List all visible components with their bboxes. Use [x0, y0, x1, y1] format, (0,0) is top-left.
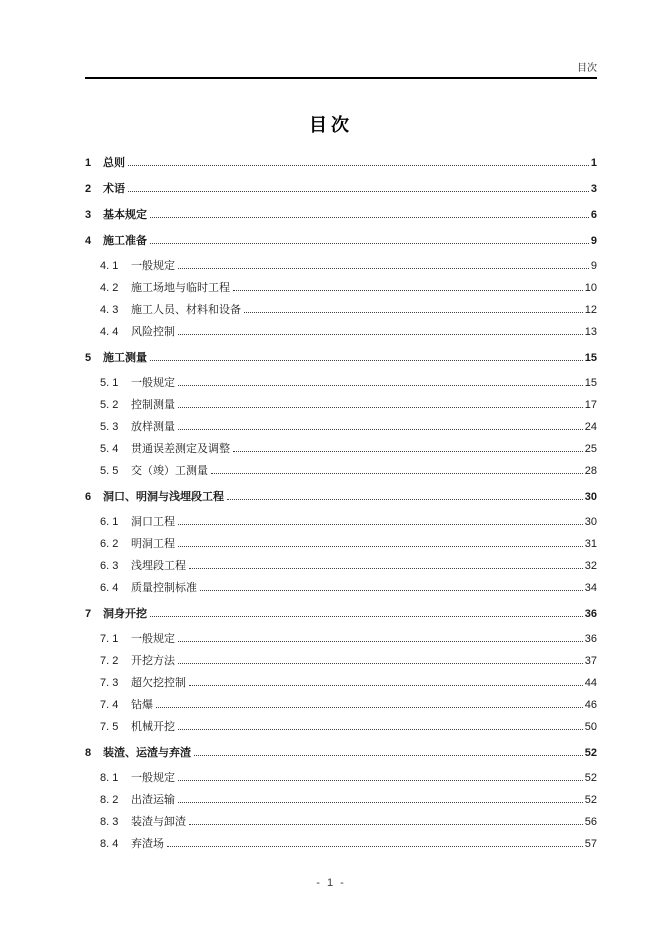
- toc-entry-page: 52: [584, 772, 597, 784]
- toc-entry-number: 6. 2: [100, 538, 119, 550]
- toc-entry: [85, 767, 597, 789]
- dot-leader: [178, 523, 583, 525]
- dot-leader: [178, 662, 583, 664]
- toc-entry-page: 24: [584, 421, 597, 433]
- toc-entry: [85, 650, 597, 672]
- toc-entry-title: 术语: [103, 183, 125, 195]
- toc-entry-page: 52: [584, 747, 597, 759]
- dot-leader: [211, 472, 583, 474]
- toc-entry-page: 9: [590, 260, 597, 272]
- toc-entry-number: 4: [85, 235, 92, 247]
- dot-leader: [178, 384, 583, 386]
- toc-entry-number: 7. 2: [100, 655, 119, 667]
- toc-entry: [85, 811, 597, 833]
- dot-leader: [244, 311, 583, 313]
- toc-entry: [85, 255, 597, 277]
- toc-entry-page: 37: [584, 655, 597, 667]
- dot-leader: [150, 359, 583, 361]
- toc-entry-page: 25: [584, 443, 597, 455]
- toc-entry-title: 钻爆: [131, 699, 153, 711]
- toc-entry-title: 一般规定: [131, 633, 175, 645]
- dot-leader: [189, 823, 583, 825]
- toc-entry-number: 6. 4: [100, 582, 119, 594]
- toc-entry-page: 6: [590, 209, 597, 221]
- dot-leader: [227, 498, 583, 500]
- toc-entry-title: 浅埋段工程: [131, 560, 186, 572]
- dot-leader: [178, 267, 589, 269]
- page-number-footer: - 1 -: [316, 877, 346, 889]
- toc-entry: [85, 460, 597, 482]
- toc-entry-title: 控制测量: [131, 399, 175, 411]
- toc-entry: [85, 372, 597, 394]
- toc-entry-title: 施工人员、材料和设备: [131, 304, 241, 316]
- dot-leader: [128, 190, 589, 192]
- toc-entry-title: 弃渣场: [131, 838, 164, 850]
- dot-leader: [150, 615, 583, 617]
- toc-entry-title: 出渣运输: [131, 794, 175, 806]
- toc-entry-title: 施工场地与临时工程: [131, 282, 230, 294]
- toc-entry: [85, 742, 597, 764]
- toc-entry-page: 57: [584, 838, 597, 850]
- toc-entry: [85, 321, 597, 343]
- toc-entry-number: 8. 2: [100, 794, 119, 806]
- toc-entry: [85, 204, 597, 226]
- dot-leader: [178, 728, 583, 730]
- toc-entry-number: 7. 3: [100, 677, 119, 689]
- toc-entry-page: 30: [584, 491, 597, 503]
- toc-entry-number: 4. 4: [100, 326, 119, 338]
- dot-leader: [178, 428, 583, 430]
- toc-entry-number: 5. 5: [100, 465, 119, 477]
- toc-entry-page: 15: [584, 352, 597, 364]
- toc-entry: [85, 603, 597, 625]
- toc-entry-page: 13: [584, 326, 597, 338]
- toc-entry-number: 8. 4: [100, 838, 119, 850]
- toc-entry-title: 放样测量: [131, 421, 175, 433]
- toc-entry: [85, 416, 597, 438]
- toc-entry-title: 施工测量: [103, 352, 147, 364]
- toc-entry-number: 5. 4: [100, 443, 119, 455]
- toc-entry: [85, 347, 597, 369]
- toc-entry: [85, 511, 597, 533]
- toc-entry-page: 46: [584, 699, 597, 711]
- toc-entry-page: 36: [584, 633, 597, 645]
- toc-entry-page: 56: [584, 816, 597, 828]
- toc-entry-title: 洞口工程: [131, 516, 175, 528]
- toc-entry: [85, 672, 597, 694]
- toc-entry-page: 36: [584, 608, 597, 620]
- dot-leader: [128, 164, 589, 166]
- toc-entry-number: 8. 3: [100, 816, 119, 828]
- toc-entry-title: 超欠挖控制: [131, 677, 186, 689]
- toc-entry: [85, 152, 597, 174]
- toc-entry-page: 15: [584, 377, 597, 389]
- dot-leader: [233, 450, 583, 452]
- toc-entry-page: 30: [584, 516, 597, 528]
- toc-entry-title: 洞口、明洞与浅埋段工程: [103, 491, 224, 503]
- running-header: [85, 62, 597, 79]
- toc-entry-title: 贯通误差测定及调整: [131, 443, 230, 455]
- running-header-title: 目次: [577, 63, 597, 74]
- dot-leader: [178, 640, 583, 642]
- toc-entry-page: 3: [590, 183, 597, 195]
- toc-entry-number: 5. 3: [100, 421, 119, 433]
- toc-entry: [85, 833, 597, 855]
- toc-entry: [85, 299, 597, 321]
- toc-entry: [85, 716, 597, 738]
- toc-entry-number: 8: [85, 747, 92, 759]
- toc-entry: [85, 178, 597, 200]
- toc-entry-page: 52: [584, 794, 597, 806]
- toc-entry-title: 一般规定: [131, 772, 175, 784]
- toc-entry-number: 5. 2: [100, 399, 119, 411]
- toc-entry: [85, 789, 597, 811]
- toc-entry-title: 质量控制标准: [131, 582, 197, 594]
- toc-entry-number: 5. 1: [100, 377, 119, 389]
- toc-entry-title: 装渣与卸渣: [131, 816, 186, 828]
- toc-entry-title: 装渣、运渣与弃渣: [103, 747, 191, 759]
- toc-entry: [85, 277, 597, 299]
- dot-leader: [150, 242, 589, 244]
- toc-entry-number: 7. 5: [100, 721, 119, 733]
- dot-leader: [156, 706, 583, 708]
- dot-leader: [150, 216, 589, 218]
- toc-entry-page: 28: [584, 465, 597, 477]
- toc-entry-title: 一般规定: [131, 260, 175, 272]
- toc-entry: [85, 394, 597, 416]
- toc-entry-page: 1: [590, 157, 597, 169]
- dot-leader: [194, 754, 583, 756]
- toc-entry-number: 8. 1: [100, 772, 119, 784]
- dot-leader: [178, 406, 583, 408]
- toc-entry: [85, 230, 597, 252]
- toc-entry-title: 开挖方法: [131, 655, 175, 667]
- toc-entry-title: 机械开挖: [131, 721, 175, 733]
- toc-entry: [85, 438, 597, 460]
- toc-entry-page: 31: [584, 538, 597, 550]
- toc-entry-number: 7. 4: [100, 699, 119, 711]
- toc-entry-number: 3: [85, 209, 92, 221]
- toc-entry-number: 1: [85, 157, 92, 169]
- toc-entry-page: 44: [584, 677, 597, 689]
- toc-entry-page: 34: [584, 582, 597, 594]
- toc-entry-number: 7. 1: [100, 633, 119, 645]
- dot-leader: [233, 289, 583, 291]
- dot-leader: [178, 333, 583, 335]
- dot-leader: [200, 589, 583, 591]
- dot-leader: [178, 545, 583, 547]
- toc-entry-title: 明洞工程: [131, 538, 175, 550]
- toc-entry-page: 9: [590, 235, 597, 247]
- toc-entry-number: 4. 3: [100, 304, 119, 316]
- toc-list: [85, 148, 597, 855]
- toc-entry-number: 4. 1: [100, 260, 119, 272]
- dot-leader: [167, 845, 583, 847]
- toc-entry-number: 5: [85, 352, 92, 364]
- toc-entry-number: 2: [85, 183, 92, 195]
- toc-entry-page: 10: [584, 282, 597, 294]
- dot-leader: [178, 779, 583, 781]
- toc-entry-number: 7: [85, 608, 92, 620]
- toc-entry-title: 一般规定: [131, 377, 175, 389]
- toc-entry: [85, 628, 597, 650]
- toc-entry: [85, 577, 597, 599]
- toc-entry-page: 50: [584, 721, 597, 733]
- toc-entry-page: 17: [584, 399, 597, 411]
- toc-entry: [85, 694, 597, 716]
- toc-entry-number: 6. 1: [100, 516, 119, 528]
- dot-leader: [178, 801, 583, 803]
- toc-entry-title: 施工准备: [103, 235, 147, 247]
- toc-entry: [85, 555, 597, 577]
- dot-leader: [189, 684, 583, 686]
- page-title: 目次: [309, 115, 353, 135]
- toc-entry-page: 12: [584, 304, 597, 316]
- toc-entry-title: 洞身开挖: [103, 608, 147, 620]
- toc-entry-title: 交（竣）工测量: [131, 465, 208, 477]
- dot-leader: [189, 567, 583, 569]
- toc-entry-number: 6. 3: [100, 560, 119, 572]
- toc-entry-number: 6: [85, 491, 92, 503]
- toc-entry-title: 风险控制: [131, 326, 175, 338]
- toc-entry-title: 基本规定: [103, 209, 147, 221]
- toc-entry-page: 32: [584, 560, 597, 572]
- toc-entry: [85, 533, 597, 555]
- toc-entry: [85, 486, 597, 508]
- toc-entry-title: 总则: [103, 157, 125, 169]
- toc-entry-number: 4. 2: [100, 282, 119, 294]
